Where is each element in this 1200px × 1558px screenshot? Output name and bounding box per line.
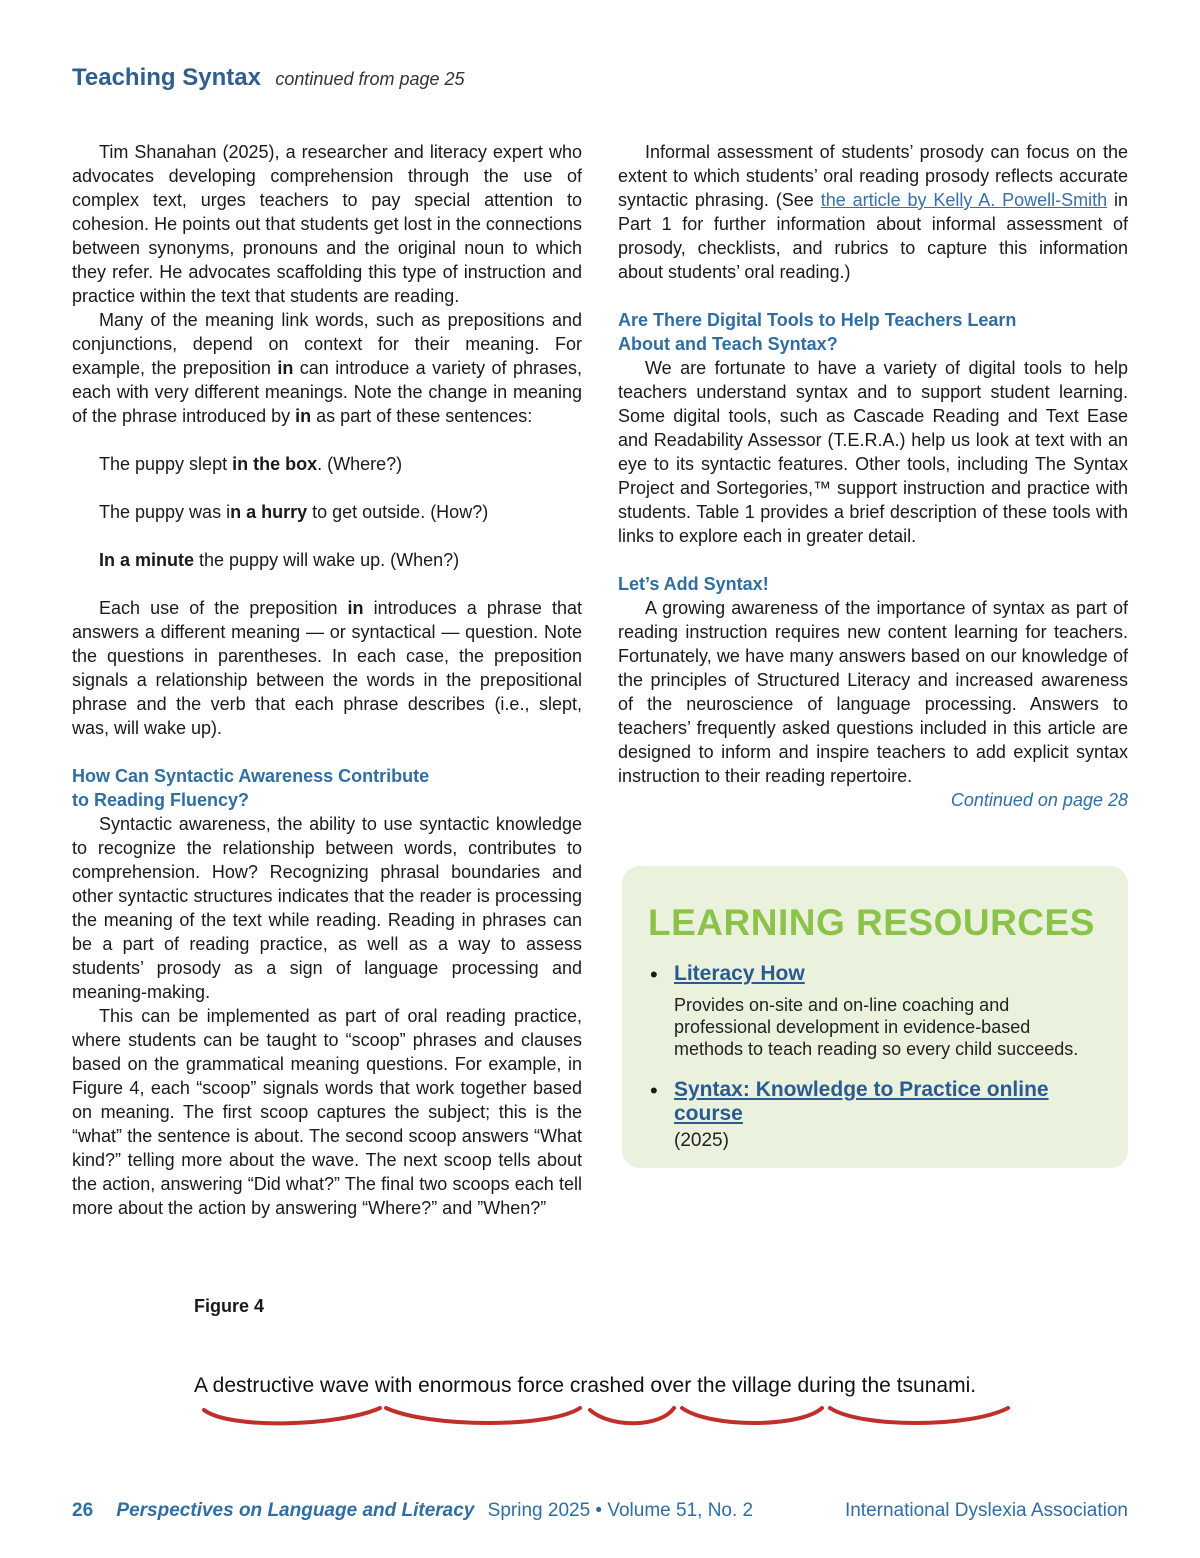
paragraph: Syntactic awareness, the ability to use syntactic knowledge to recognize the relationship between words, contributes to comprehension. How? Recognizing phrasal boundaries and other syntactic structures indicates that the reader is processing the meaning of the text while reading. Reading in phrases can be a part of reading practice, as well as a way to assess students’ prosody as a sign of language processing and meaning-making. — [72, 814, 582, 1002]
section-heading: How Can Syntactic Awareness Contribute to Reading Fluency? — [72, 766, 430, 810]
left-column — [72, 140, 582, 1220]
paragraph: Each use of the preposition in introduces a phrase that answers a different meaning — or syntactical — question. Note the questions in parentheses. In each case, the preposition signals a relationship between the words in the prepositional phrase and the verb that each phrase describes (i.e., slept, was, will wake up). — [72, 598, 582, 738]
phrase-scoops — [190, 1398, 1020, 1438]
article-title: Teaching Syntax — [72, 64, 261, 91]
bullet-icon: • — [650, 1078, 658, 1103]
resource-description: Provides on-site and on-line coaching and professional development in evidence-based methods to teach reading so every child succeeds. — [674, 995, 1079, 1059]
paragraph: This can be implemented as part of oral reading practice, where students can be taught to “scoop” phrases and clauses based on the grammatical meaning questions. For example, in Figure 4, each “scoop” signals words that work together based on meaning. The first scoop captures the subject; this is the “what” the sentence is about. The second scoop answers “What kind?” telling more about the wave. The next scoop tells about the action, answering “Did what?” The final two scoops each tell more about the action by answering “Where?” and ”When?” — [72, 1006, 582, 1218]
figure-sentence: A destructive wave with enormous force crashed over the village during the tsunami. — [194, 1374, 977, 1397]
syntax-course-link[interactable]: Syntax: Knowledge to Practice online course — [674, 1078, 1049, 1125]
journal-name: Perspectives on Language and Literacy — [116, 1500, 475, 1521]
paragraph: We are fortunate to have a variety of digital tools to help teachers understand syntax and to support student learning. Some digital tools, such as Cascade Reading and Text Ease and Readability Assessor (T.E.R.A.) help us look at text with an eye to its syntactic features. Other tools, including The Syntax Project and Sortegories,™ support instruction and practice with students. Table 1 provides a brief description of these tools with links to explore each in greater detail. — [618, 358, 1128, 546]
literacy-how-link[interactable]: Literacy How — [674, 962, 805, 985]
resource-item — [648, 962, 1102, 1060]
paragraph: Informal assessment of students’ prosody can focus on the extent to which students’ oral reading prosody reflects accurate syntactic phrasing. (See the article by Kelly A. Powell-Smith in Part 1 for further information about informal assessment of prosody, checklists, and rubrics to capture this information about students’ oral reading.) — [618, 142, 1128, 282]
continued-on-note: Continued on page 28 — [950, 790, 1128, 810]
learning-resources-box — [622, 866, 1128, 1168]
resource-description: (2025) — [674, 1130, 729, 1151]
page-footer — [72, 1500, 1128, 1522]
section-heading: Are There Digital Tools to Help Teachers Learn About and Teach Syntax? — [618, 310, 1017, 354]
bullet-icon: • — [650, 962, 658, 987]
scoop-mark — [204, 1408, 380, 1423]
example-sentence: In a minute the puppy will wake up. (When?) — [99, 550, 460, 570]
resource-item — [648, 1078, 1102, 1152]
scoop-mark — [386, 1408, 580, 1423]
page-number: 26 — [72, 1500, 94, 1521]
scoop-mark — [682, 1408, 822, 1423]
continued-from-note: continued from page 25 — [275, 69, 465, 89]
example-sentence: The puppy slept in the box. (Where?) — [99, 454, 403, 474]
figure-label: Figure 4 — [194, 1296, 265, 1316]
section-heading: Let’s Add Syntax! — [618, 574, 769, 594]
paragraph: Tim Shanahan (2025), a researcher and literacy expert who advocates developing comprehension through the use of complex text, urges teachers to pay special attention to cohesion. He points out that students get lost in the connections between synonyms, pronouns and the original noun to which they refer. He advocates scaffolding this type of instruction and practice within the text that students are reading. — [72, 142, 582, 306]
running-header — [72, 64, 465, 92]
example-sentence: The puppy was in a hurry to get outside. (How?) — [99, 502, 489, 522]
organization-name: International Dyslexia Association — [844, 1500, 1128, 1521]
scoop-mark — [830, 1408, 1008, 1423]
scoop-mark — [590, 1408, 674, 1423]
paragraph: A growing awareness of the importance of syntax as part of reading instruction requires new content learning for teachers. Fortunately, we have many answers based on our knowledge of the principles of Structured Literacy and increased awareness of the neuroscience of language processing. Answers to teachers’ frequently asked questions included in this article are designed to inform and inspire teachers to add explicit syntax instruction to their reading repertoire. — [618, 598, 1128, 786]
learning-resources-heading: LEARNING RESOURCES — [648, 902, 1095, 943]
powell-smith-article-link[interactable]: the article by Kelly A. Powell-Smith — [820, 190, 1108, 210]
paragraph: Many of the meaning link words, such as prepositions and conjunctions, depend on context for their meaning. For example, the preposition in can introduce a variety of phrases, each with very different meanings. Note the change in meaning of the phrase introduced by in as part of these sentences: — [72, 310, 583, 426]
right-column — [618, 140, 1128, 812]
issue-info: Spring 2025 • Volume 51, No. 2 — [487, 1500, 754, 1521]
